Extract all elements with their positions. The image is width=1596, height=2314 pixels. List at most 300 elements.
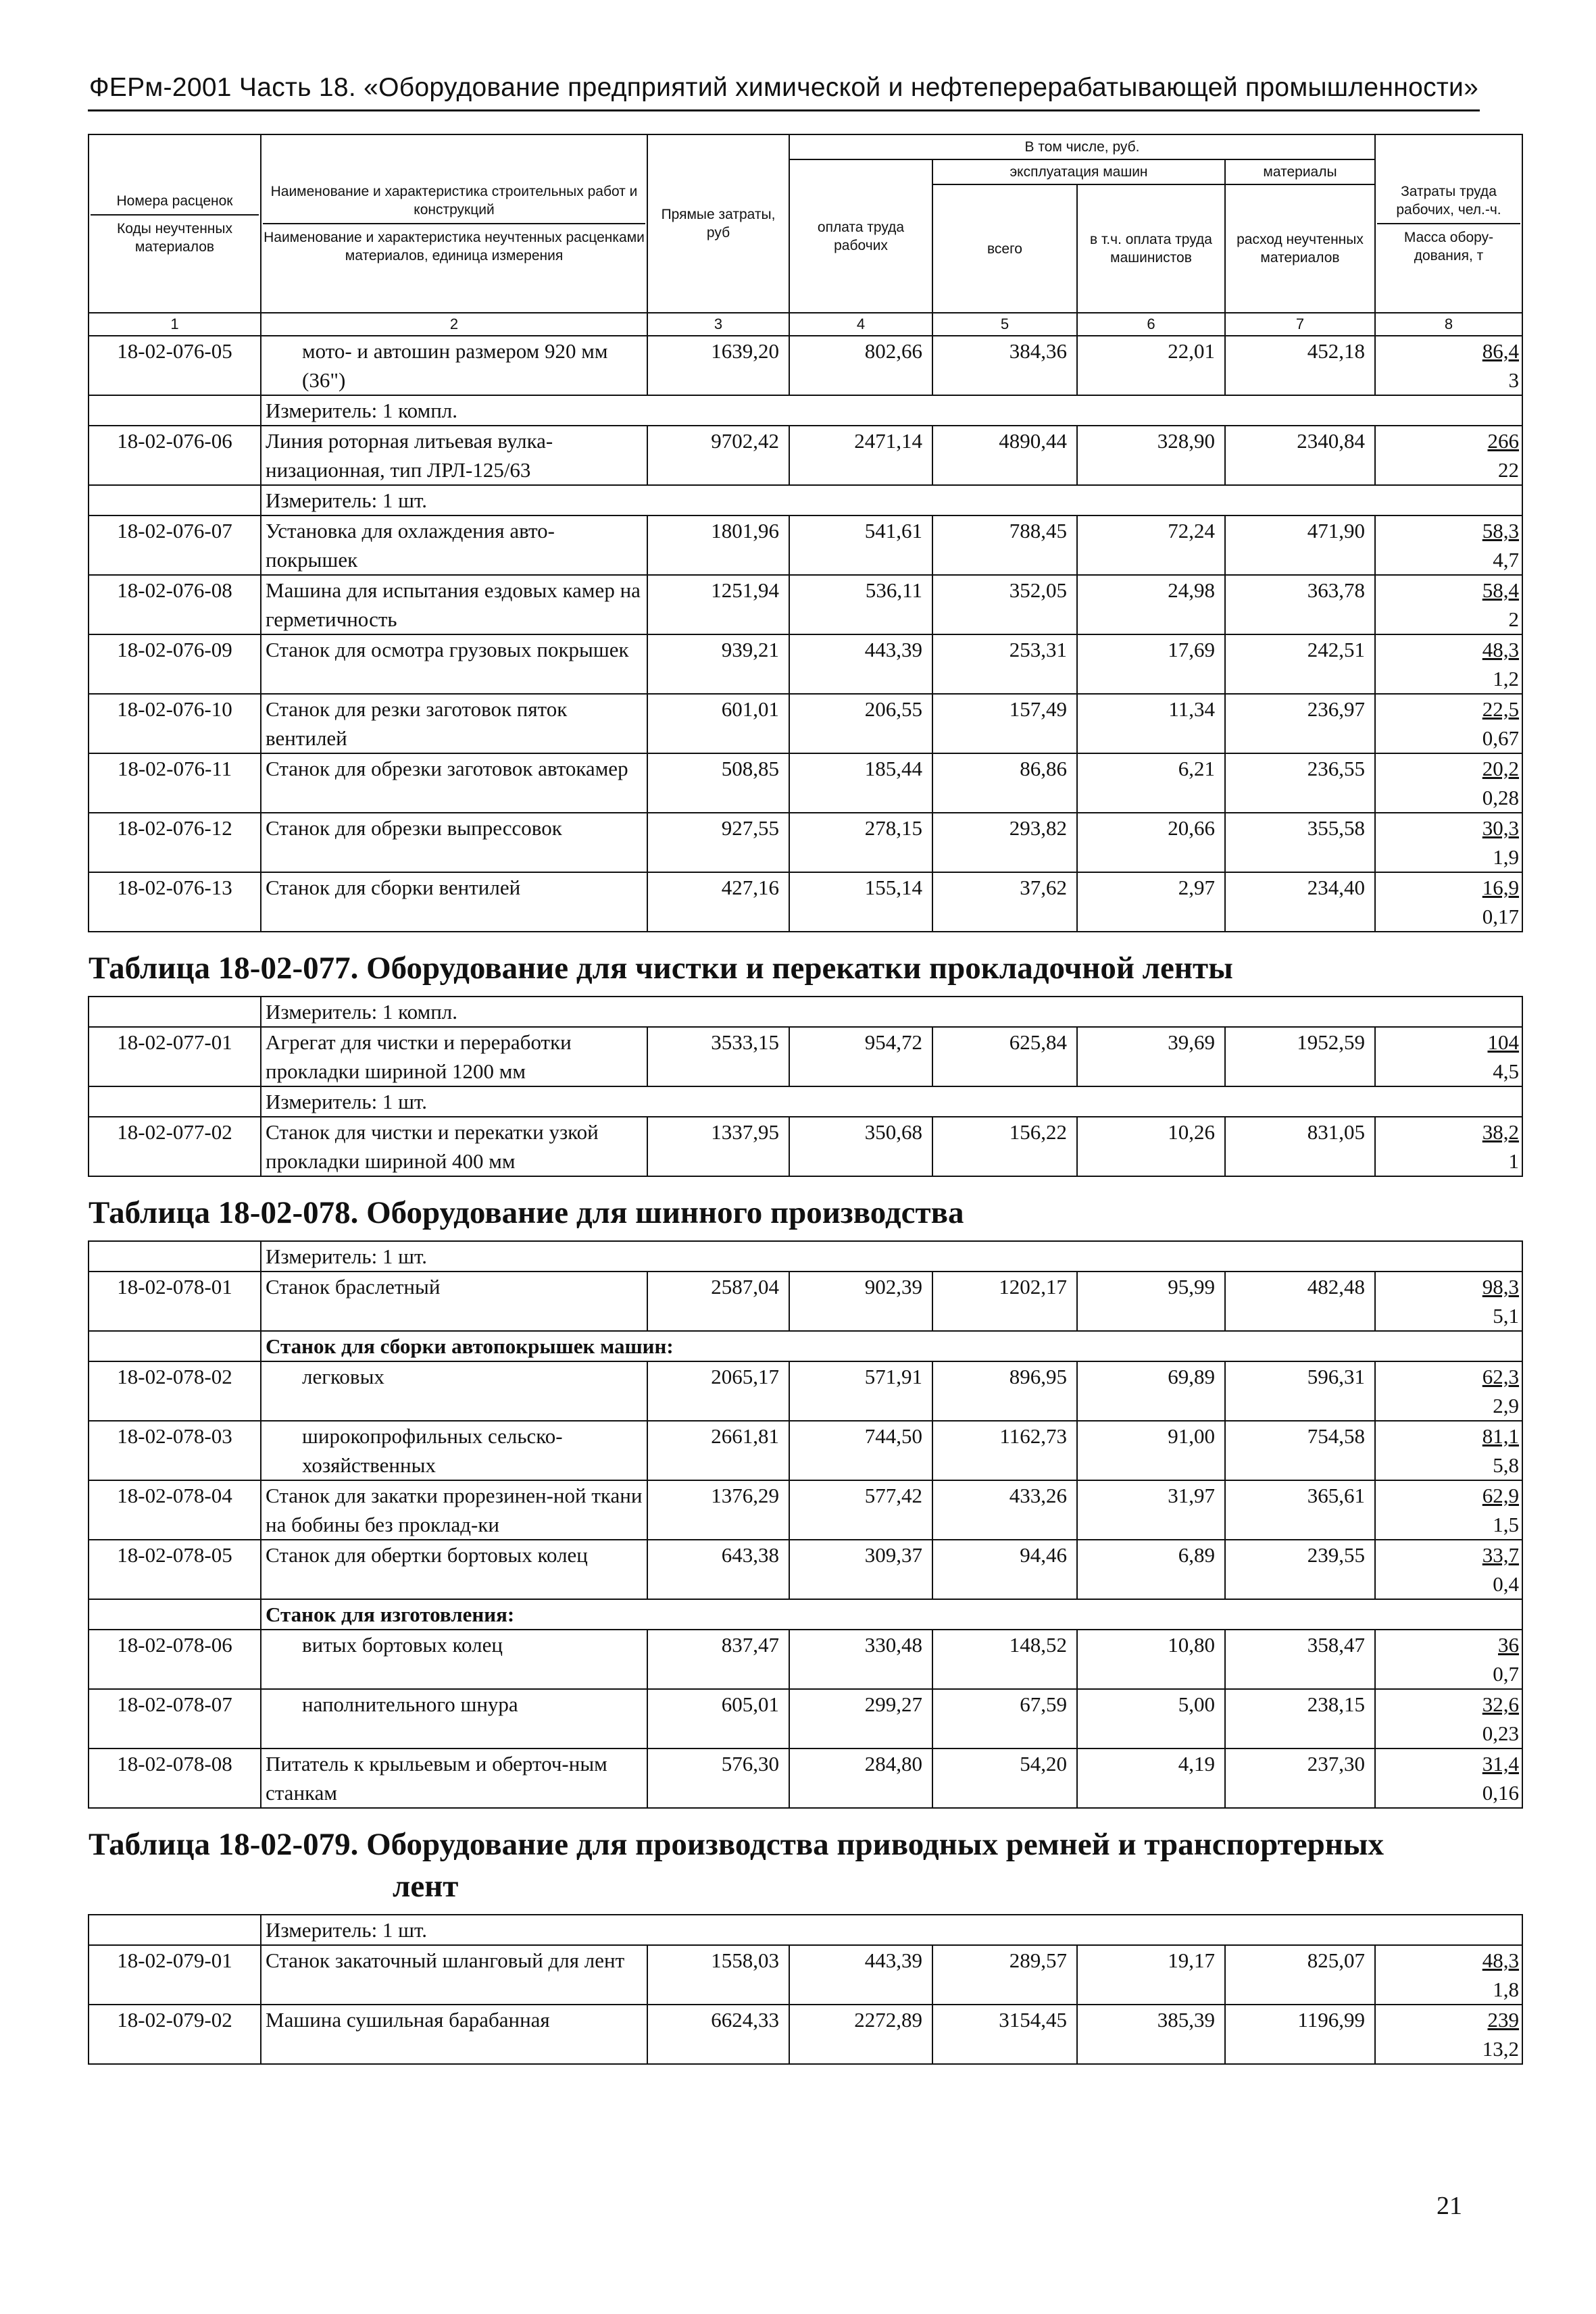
head-divider xyxy=(263,223,645,224)
rate-code: 18-02-078-04 xyxy=(89,1480,261,1540)
cell-materials: 482,48 xyxy=(1225,1272,1375,1331)
table-row xyxy=(89,336,1522,395)
labor-mass-cell xyxy=(1375,1361,1522,1421)
cell-labor-pay: 350,68 xyxy=(789,1117,932,1176)
labor-mass-cell xyxy=(1375,1540,1522,1599)
head-material-names: Наименование и характеристика неучтенных расценками материалов, единица измерения xyxy=(264,230,645,263)
labor-mass-cell xyxy=(1375,1272,1522,1331)
equipment-mass: 1,9 xyxy=(1493,845,1519,869)
rate-code: 18-02-078-06 xyxy=(89,1630,261,1689)
section-title-row xyxy=(89,1808,1522,1915)
cell-mach-total: 86,86 xyxy=(932,753,1077,813)
cell-mach-total: 352,05 xyxy=(932,575,1077,634)
cell-labor-pay: 541,61 xyxy=(789,515,932,575)
section-title-row xyxy=(89,932,1522,997)
column-number: 6 xyxy=(1077,313,1225,336)
rate-code: 18-02-076-13 xyxy=(89,872,261,932)
labor-hours: 48,3 xyxy=(1482,1948,1519,1972)
rate-code: 18-02-076-12 xyxy=(89,813,261,872)
cell-labor-pay: 536,11 xyxy=(789,575,932,634)
cell-mach-total: 3154,45 xyxy=(932,2005,1077,2064)
equipment-mass: 0,17 xyxy=(1482,905,1519,928)
labor-hours: 20,2 xyxy=(1482,757,1519,780)
cell-mach-total: 788,45 xyxy=(932,515,1077,575)
cell-direct: 1639,20 xyxy=(647,336,789,395)
labor-mass-cell xyxy=(1375,1027,1522,1086)
rate-code: 18-02-078-07 xyxy=(89,1689,261,1749)
table-row xyxy=(89,1027,1522,1086)
labor-hours: 62,3 xyxy=(1482,1365,1519,1388)
cell-mach-total: 625,84 xyxy=(932,1027,1077,1086)
item-name: легковых xyxy=(261,1361,647,1421)
measure-row xyxy=(89,997,1522,1027)
cell-direct: 508,85 xyxy=(647,753,789,813)
group-heading: Станок для изготовления: xyxy=(261,1599,1522,1630)
group-row xyxy=(89,1331,1522,1361)
cell-direct: 927,55 xyxy=(647,813,789,872)
cell-direct: 1337,95 xyxy=(647,1117,789,1176)
item-name: Машина сушильная барабанная xyxy=(261,2005,647,2064)
table-row xyxy=(89,1945,1522,2005)
cell-mach-labor: 22,01 xyxy=(1077,336,1225,395)
labor-hours: 33,7 xyxy=(1482,1543,1519,1567)
cell-materials: 596,31 xyxy=(1225,1361,1375,1421)
table-head xyxy=(89,134,1522,336)
section-title xyxy=(89,1808,1522,1915)
labor-hours: 104 xyxy=(1487,1030,1519,1054)
head-material-codes: Коды неучтенных материалов xyxy=(117,220,232,255)
group-row xyxy=(89,1599,1522,1630)
cell-materials: 237,30 xyxy=(1225,1749,1375,1808)
table-row xyxy=(89,1421,1522,1480)
equipment-mass: 22 xyxy=(1498,458,1519,482)
table-row xyxy=(89,753,1522,813)
labor-hours: 58,4 xyxy=(1482,578,1519,602)
labor-hours: 239 xyxy=(1487,2008,1519,2032)
cell-labor-pay: 577,42 xyxy=(789,1480,932,1540)
labor-mass-cell xyxy=(1375,426,1522,485)
cell-mach-labor: 6,89 xyxy=(1077,1540,1225,1599)
item-name: Станок для закатки прорезинен-ной ткани на бобины без проклад-ки xyxy=(261,1480,647,1540)
cell-materials: 825,07 xyxy=(1225,1945,1375,2005)
head-equipment-mass: Масса обору-дования, т xyxy=(1403,230,1494,263)
cell-direct: 427,16 xyxy=(647,872,789,932)
measure-unit: Измеритель: 1 шт. xyxy=(261,1086,1522,1117)
cell-materials: 365,61 xyxy=(1225,1480,1375,1540)
equipment-mass: 4,5 xyxy=(1493,1059,1519,1083)
cell-mach-total: 293,82 xyxy=(932,813,1077,872)
cell-mach-labor: 328,90 xyxy=(1077,426,1225,485)
equipment-mass: 13,2 xyxy=(1482,2037,1519,2061)
rate-code: 18-02-076-06 xyxy=(89,426,261,485)
head-materials-consumption: расход неучтенных материалов xyxy=(1225,184,1375,313)
table-row xyxy=(89,694,1522,753)
measure-row xyxy=(89,1086,1522,1117)
item-name: Станок для обрезки выпрессовок xyxy=(261,813,647,872)
rate-code: 18-02-078-08 xyxy=(89,1749,261,1808)
cell-materials: 754,58 xyxy=(1225,1421,1375,1480)
head-work-names: Наименование и характеристика строительных работ и конструкций xyxy=(270,184,638,218)
head-divider xyxy=(1377,223,1520,224)
cell-mach-total: 148,52 xyxy=(932,1630,1077,1689)
cell-materials: 1952,59 xyxy=(1225,1027,1375,1086)
equipment-mass: 5,8 xyxy=(1493,1453,1519,1477)
column-number: 7 xyxy=(1225,313,1375,336)
labor-mass-cell xyxy=(1375,694,1522,753)
item-name: Установка для охлаждения авто-покрышек xyxy=(261,515,647,575)
table-row xyxy=(89,634,1522,694)
column-number: 8 xyxy=(1375,313,1522,336)
item-name: витых бортовых колец xyxy=(261,1630,647,1689)
labor-mass-cell xyxy=(1375,515,1522,575)
table-title: Таблица 18-02-077. Оборудование для чистки и перекатки прокладочной ленты xyxy=(89,951,1233,986)
labor-mass-cell xyxy=(1375,1630,1522,1689)
cell-labor-pay: 284,80 xyxy=(789,1749,932,1808)
cell-labor-pay: 2471,14 xyxy=(789,426,932,485)
rate-code: 18-02-078-03 xyxy=(89,1421,261,1480)
head-including: В том числе, руб. xyxy=(789,134,1375,159)
labor-mass-cell xyxy=(1375,634,1522,694)
cell-labor-pay: 155,14 xyxy=(789,872,932,932)
cell-direct: 1376,29 xyxy=(647,1480,789,1540)
item-name: Станок для обертки бортовых колец xyxy=(261,1540,647,1599)
head-labor-pay: оплата труда рабочих xyxy=(789,159,932,313)
labor-mass-cell xyxy=(1375,2005,1522,2064)
table-row xyxy=(89,872,1522,932)
table-body xyxy=(89,336,1522,2064)
cell-mach-labor: 20,66 xyxy=(1077,813,1225,872)
table-row xyxy=(89,1689,1522,1749)
rate-code: 18-02-077-01 xyxy=(89,1027,261,1086)
labor-hours: 31,4 xyxy=(1482,1752,1519,1776)
equipment-mass: 1 xyxy=(1508,1149,1519,1173)
cell-labor-pay: 309,37 xyxy=(789,1540,932,1599)
cell-labor-pay: 443,39 xyxy=(789,1945,932,2005)
cell-mach-total: 433,26 xyxy=(932,1480,1077,1540)
cell-mach-labor: 95,99 xyxy=(1077,1272,1225,1331)
cell-labor-pay: 954,72 xyxy=(789,1027,932,1086)
cell-mach-total: 94,46 xyxy=(932,1540,1077,1599)
rate-code: 18-02-079-01 xyxy=(89,1945,261,2005)
empty-cell xyxy=(89,997,261,1027)
cell-mach-total: 67,59 xyxy=(932,1689,1077,1749)
rate-code: 18-02-076-05 xyxy=(89,336,261,395)
labor-hours: 36 xyxy=(1498,1633,1519,1657)
header-rule xyxy=(88,109,1480,111)
item-name: Станок для осмотра грузовых покрышек xyxy=(261,634,647,694)
labor-hours: 30,3 xyxy=(1482,816,1519,840)
cell-labor-pay: 443,39 xyxy=(789,634,932,694)
cell-mach-labor: 6,21 xyxy=(1077,753,1225,813)
cell-mach-labor: 4,19 xyxy=(1077,1749,1225,1808)
cell-mach-total: 896,95 xyxy=(932,1361,1077,1421)
cell-labor-pay: 185,44 xyxy=(789,753,932,813)
cell-mach-labor: 72,24 xyxy=(1077,515,1225,575)
cell-materials: 238,15 xyxy=(1225,1689,1375,1749)
cell-mach-labor: 24,98 xyxy=(1077,575,1225,634)
table-title: Таблица 18-02-079. Оборудование для производства приводных ремней и транспортерных xyxy=(89,1827,1385,1862)
column-number: 1 xyxy=(89,313,261,336)
section-title-row xyxy=(89,1176,1522,1241)
cell-direct: 3533,15 xyxy=(647,1027,789,1086)
item-name: Станок для сборки вентилей xyxy=(261,872,647,932)
cell-mach-total: 253,31 xyxy=(932,634,1077,694)
cell-mach-labor: 19,17 xyxy=(1077,1945,1225,2005)
labor-mass-cell xyxy=(1375,753,1522,813)
labor-mass-cell xyxy=(1375,813,1522,872)
cell-direct: 2661,81 xyxy=(647,1421,789,1480)
rate-code: 18-02-078-05 xyxy=(89,1540,261,1599)
labor-mass-cell xyxy=(1375,1689,1522,1749)
equipment-mass: 5,1 xyxy=(1493,1304,1519,1328)
head-machines: эксплуатация машин xyxy=(932,159,1225,184)
item-name: Линия роторная литьевая вулка-низационная, тип ЛРЛ-125/63 xyxy=(261,426,647,485)
labor-mass-cell xyxy=(1375,575,1522,634)
measure-unit: Измеритель: 1 шт. xyxy=(261,1241,1522,1272)
cell-labor-pay: 802,66 xyxy=(789,336,932,395)
cell-mach-labor: 11,34 xyxy=(1077,694,1225,753)
labor-hours: 48,3 xyxy=(1482,638,1519,661)
rate-code: 18-02-076-08 xyxy=(89,575,261,634)
item-name: Станок для резки заготовок пяток вентилей xyxy=(261,694,647,753)
cell-materials: 363,78 xyxy=(1225,575,1375,634)
equipment-mass: 3 xyxy=(1508,368,1519,392)
cell-direct: 601,01 xyxy=(647,694,789,753)
cell-mach-labor: 385,39 xyxy=(1077,2005,1225,2064)
head-col-names xyxy=(261,134,647,313)
equipment-mass: 0,16 xyxy=(1482,1781,1519,1805)
cell-materials: 236,97 xyxy=(1225,694,1375,753)
head-machines-total: всего xyxy=(932,184,1077,313)
head-direct-costs: Прямые затраты, руб xyxy=(647,134,789,313)
cell-labor-pay: 206,55 xyxy=(789,694,932,753)
cell-mach-labor: 39,69 xyxy=(1077,1027,1225,1086)
cell-direct: 605,01 xyxy=(647,1689,789,1749)
labor-mass-cell xyxy=(1375,872,1522,932)
cell-materials: 355,58 xyxy=(1225,813,1375,872)
cell-direct: 837,47 xyxy=(647,1630,789,1689)
labor-mass-cell xyxy=(1375,1421,1522,1480)
cell-labor-pay: 902,39 xyxy=(789,1272,932,1331)
cell-mach-total: 157,49 xyxy=(932,694,1077,753)
item-name: широкопрофильных сельско-хозяйственных xyxy=(261,1421,647,1480)
cell-direct: 6624,33 xyxy=(647,2005,789,2064)
head-labor-costs: Затраты труда рабочих, чел.-ч. xyxy=(1396,184,1501,218)
head-machinists-pay: в т.ч. оплата труда машинистов xyxy=(1077,184,1225,313)
cell-mach-labor: 2,97 xyxy=(1077,872,1225,932)
item-name: мото- и автошин размером 920 мм (36") xyxy=(261,336,647,395)
table-row xyxy=(89,575,1522,634)
empty-cell xyxy=(89,1086,261,1117)
norms-table xyxy=(88,134,1523,2065)
cell-direct: 1251,94 xyxy=(647,575,789,634)
cell-mach-labor: 10,26 xyxy=(1077,1117,1225,1176)
table-title-continuation: лент xyxy=(393,1869,459,1904)
cell-labor-pay: 744,50 xyxy=(789,1421,932,1480)
equipment-mass: 1,5 xyxy=(1493,1513,1519,1536)
labor-hours: 58,3 xyxy=(1482,519,1519,543)
rate-code: 18-02-079-02 xyxy=(89,2005,261,2064)
empty-cell xyxy=(89,1241,261,1272)
measure-unit: Измеритель: 1 компл. xyxy=(261,395,1522,426)
labor-hours: 86,4 xyxy=(1482,339,1519,363)
cell-mach-total: 1202,17 xyxy=(932,1272,1077,1331)
measure-unit: Измеритель: 1 шт. xyxy=(261,485,1522,515)
equipment-mass: 0,4 xyxy=(1493,1572,1519,1596)
table-row xyxy=(89,426,1522,485)
page-number: 21 xyxy=(1437,2192,1462,2220)
labor-hours: 22,5 xyxy=(1482,697,1519,721)
cell-materials: 452,18 xyxy=(1225,336,1375,395)
cell-mach-labor: 91,00 xyxy=(1077,1421,1225,1480)
page-header: ФЕРм-2001 Часть 18. «Оборудование предприятий химической и нефтеперерабатывающей промышленности» xyxy=(89,73,1479,102)
column-number: 3 xyxy=(647,313,789,336)
cell-mach-total: 1162,73 xyxy=(932,1421,1077,1480)
labor-hours: 98,3 xyxy=(1482,1275,1519,1299)
table-row xyxy=(89,1630,1522,1689)
labor-mass-cell xyxy=(1375,1117,1522,1176)
section-title xyxy=(89,1176,1522,1241)
equipment-mass: 0,67 xyxy=(1482,726,1519,750)
labor-mass-cell xyxy=(1375,1480,1522,1540)
measure-unit: Измеритель: 1 шт. xyxy=(261,1915,1522,1945)
cell-mach-labor: 69,89 xyxy=(1077,1361,1225,1421)
empty-cell xyxy=(89,1599,261,1630)
cell-mach-labor: 10,80 xyxy=(1077,1630,1225,1689)
table-row xyxy=(89,1361,1522,1421)
column-numbers-row xyxy=(89,313,1522,336)
cell-direct: 1558,03 xyxy=(647,1945,789,2005)
rate-code: 18-02-077-02 xyxy=(89,1117,261,1176)
equipment-mass: 2,9 xyxy=(1493,1394,1519,1417)
labor-hours: 32,6 xyxy=(1482,1692,1519,1716)
cell-materials: 242,51 xyxy=(1225,634,1375,694)
cell-materials: 234,40 xyxy=(1225,872,1375,932)
table-row xyxy=(89,813,1522,872)
group-heading: Станок для сборки автопокрышек машин: xyxy=(261,1331,1522,1361)
equipment-mass: 2 xyxy=(1508,607,1519,631)
cell-direct: 2587,04 xyxy=(647,1272,789,1331)
table-row xyxy=(89,2005,1522,2064)
labor-hours: 38,2 xyxy=(1482,1120,1519,1144)
cell-direct: 939,21 xyxy=(647,634,789,694)
cell-labor-pay: 299,27 xyxy=(789,1689,932,1749)
head-rate-numbers: Номера расценок xyxy=(116,193,233,209)
labor-mass-cell xyxy=(1375,1945,1522,2005)
cell-direct: 643,38 xyxy=(647,1540,789,1599)
rate-code: 18-02-076-11 xyxy=(89,753,261,813)
measure-unit: Измеритель: 1 компл. xyxy=(261,997,1522,1027)
cell-direct: 576,30 xyxy=(647,1749,789,1808)
head-materials: материалы xyxy=(1225,159,1375,184)
cell-materials: 239,55 xyxy=(1225,1540,1375,1599)
column-number: 5 xyxy=(932,313,1077,336)
cell-mach-labor: 17,69 xyxy=(1077,634,1225,694)
head-col-codes xyxy=(89,134,261,313)
measure-row xyxy=(89,1915,1522,1945)
column-number: 2 xyxy=(261,313,647,336)
cell-materials: 1196,99 xyxy=(1225,2005,1375,2064)
cell-materials: 831,05 xyxy=(1225,1117,1375,1176)
equipment-mass: 0,7 xyxy=(1493,1662,1519,1686)
labor-hours: 81,1 xyxy=(1482,1424,1519,1448)
cell-direct: 1801,96 xyxy=(647,515,789,575)
item-name: Питатель к крыльевым и оберточ-ным станкам xyxy=(261,1749,647,1808)
rate-code: 18-02-076-09 xyxy=(89,634,261,694)
item-name: Станок браслетный xyxy=(261,1272,647,1331)
labor-hours: 62,9 xyxy=(1482,1484,1519,1507)
cell-labor-pay: 571,91 xyxy=(789,1361,932,1421)
empty-cell xyxy=(89,1331,261,1361)
table-row xyxy=(89,1540,1522,1599)
labor-mass-cell xyxy=(1375,1749,1522,1808)
measure-row xyxy=(89,485,1522,515)
item-name: Агрегат для чистки и переработки прокладки шириной 1200 мм xyxy=(261,1027,647,1086)
empty-cell xyxy=(89,395,261,426)
table-row xyxy=(89,1117,1522,1176)
equipment-mass: 0,28 xyxy=(1482,786,1519,809)
table-row xyxy=(89,1749,1522,1808)
empty-cell xyxy=(89,485,261,515)
cell-labor-pay: 278,15 xyxy=(789,813,932,872)
measure-row xyxy=(89,1241,1522,1272)
item-name: Машина для испытания ездовых камер на герметичность xyxy=(261,575,647,634)
table-row xyxy=(89,1480,1522,1540)
cell-mach-total: 156,22 xyxy=(932,1117,1077,1176)
rate-code: 18-02-076-07 xyxy=(89,515,261,575)
empty-cell xyxy=(89,1915,261,1945)
head-col-labor xyxy=(1375,134,1522,313)
cell-direct: 2065,17 xyxy=(647,1361,789,1421)
equipment-mass: 1,2 xyxy=(1493,667,1519,690)
table-title: Таблица 18-02-078. Оборудование для шинного производства xyxy=(89,1195,964,1230)
labor-hours: 266 xyxy=(1487,429,1519,453)
item-name: Станок для чистки и перекатки узкой прокладки шириной 400 мм xyxy=(261,1117,647,1176)
cell-mach-labor: 5,00 xyxy=(1077,1689,1225,1749)
rate-code: 18-02-078-01 xyxy=(89,1272,261,1331)
rate-code: 18-02-076-10 xyxy=(89,694,261,753)
cell-labor-pay: 2272,89 xyxy=(789,2005,932,2064)
section-title xyxy=(89,932,1522,997)
labor-mass-cell xyxy=(1375,336,1522,395)
cell-materials: 471,90 xyxy=(1225,515,1375,575)
cell-mach-labor: 31,97 xyxy=(1077,1480,1225,1540)
cell-mach-total: 54,20 xyxy=(932,1749,1077,1808)
rate-code: 18-02-078-02 xyxy=(89,1361,261,1421)
cell-labor-pay: 330,48 xyxy=(789,1630,932,1689)
item-name: наполнительного шнура xyxy=(261,1689,647,1749)
cell-materials: 358,47 xyxy=(1225,1630,1375,1689)
cell-materials: 2340,84 xyxy=(1225,426,1375,485)
equipment-mass: 4,7 xyxy=(1493,548,1519,572)
item-name: Станок для обрезки заготовок автокамер xyxy=(261,753,647,813)
column-number: 4 xyxy=(789,313,932,336)
measure-row xyxy=(89,395,1522,426)
cell-direct: 9702,42 xyxy=(647,426,789,485)
cell-mach-total: 384,36 xyxy=(932,336,1077,395)
cell-mach-total: 289,57 xyxy=(932,1945,1077,2005)
cell-materials: 236,55 xyxy=(1225,753,1375,813)
cell-mach-total: 4890,44 xyxy=(932,426,1077,485)
table-row xyxy=(89,1272,1522,1331)
head-divider xyxy=(91,214,259,216)
equipment-mass: 0,23 xyxy=(1482,1721,1519,1745)
table-row xyxy=(89,515,1522,575)
cell-mach-total: 37,62 xyxy=(932,872,1077,932)
item-name: Станок закаточный шланговый для лент xyxy=(261,1945,647,2005)
labor-hours: 16,9 xyxy=(1482,876,1519,899)
equipment-mass: 1,8 xyxy=(1493,1978,1519,2001)
